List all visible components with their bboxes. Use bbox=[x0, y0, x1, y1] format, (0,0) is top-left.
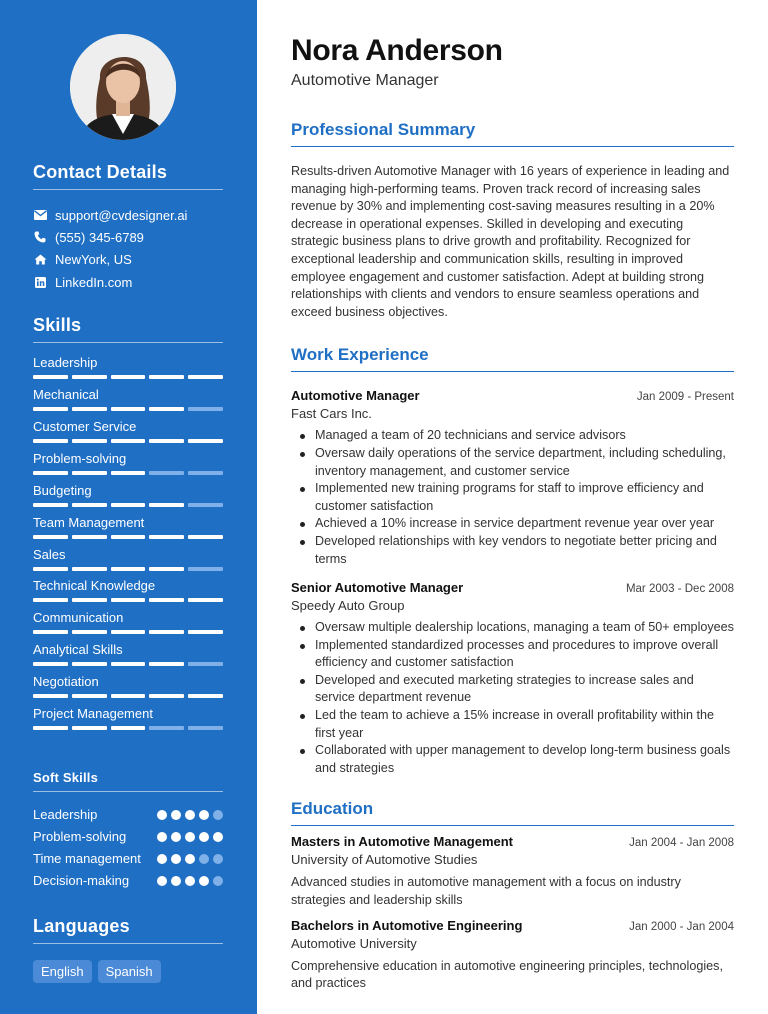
skill-level-bar bbox=[33, 439, 223, 443]
skill-level-segment bbox=[149, 662, 184, 666]
rating-dot bbox=[171, 832, 181, 842]
skill-name: Analytical Skills bbox=[33, 642, 123, 658]
skill-level-segment bbox=[188, 407, 223, 411]
contact-location bbox=[33, 249, 223, 271]
skill-name: Mechanical bbox=[33, 387, 99, 403]
soft-skill-rating bbox=[157, 850, 223, 864]
soft-skill-name: Time management bbox=[33, 850, 141, 866]
language-pill: English bbox=[33, 960, 92, 983]
profile-photo bbox=[70, 34, 176, 140]
rating-dot bbox=[185, 832, 195, 842]
skill-name: Customer Service bbox=[33, 418, 137, 434]
skill-level-segment bbox=[33, 439, 68, 443]
contact-linkedin-text[interactable]: LinkedIn.com bbox=[55, 274, 133, 290]
soft-skills-heading: Soft Skills bbox=[33, 770, 223, 792]
job-bullet: Implemented standardized processes and procedures to improve overall efficiency and customer satisfaction bbox=[291, 637, 734, 672]
skill-item bbox=[33, 513, 223, 545]
sidebar bbox=[0, 0, 257, 1014]
rating-dot bbox=[213, 832, 223, 842]
job-entry bbox=[291, 580, 734, 777]
skill-level-segment bbox=[111, 535, 146, 539]
soft-skill-item bbox=[33, 872, 223, 890]
skill-level-bar bbox=[33, 567, 223, 571]
rating-dot bbox=[157, 810, 167, 820]
soft-skill-item bbox=[33, 828, 223, 846]
skill-level-segment bbox=[72, 439, 107, 443]
skill-item bbox=[33, 576, 223, 608]
soft-skill-name: Leadership bbox=[33, 806, 98, 822]
skill-level-bar bbox=[33, 471, 223, 475]
skill-level-segment bbox=[33, 694, 68, 698]
skill-level-segment bbox=[188, 503, 223, 507]
contact-phone bbox=[33, 226, 223, 248]
skill-level-segment bbox=[111, 567, 146, 571]
skill-level-segment bbox=[72, 567, 107, 571]
skill-level-segment bbox=[33, 662, 68, 666]
job-bullet: Led the team to achieve a 15% increase in overall profitability within the first year bbox=[291, 707, 734, 742]
skill-level-segment bbox=[111, 375, 146, 379]
skill-level-segment bbox=[72, 407, 107, 411]
skill-level-segment bbox=[72, 503, 107, 507]
skill-level-segment bbox=[111, 598, 146, 602]
skill-level-segment bbox=[149, 726, 184, 730]
skill-level-bar bbox=[33, 503, 223, 507]
skill-level-segment bbox=[149, 471, 184, 475]
skill-level-segment bbox=[33, 503, 68, 507]
summary-text: Results-driven Automotive Manager with 16 years of experience in leading and managing high-performing teams. Proven track record of increasing sales revenue by 30% and implementing cost-saving measures resulting in a 20% decrease in operational expenses. Skilled in developing and executing strategic business plans to drive growth and profitability. Recognized for exceptional leadership and communication skills, resulting in improved employee engagement and customer satisfaction. Adept at building strong relationships with clients and vendors to ensure seamless operations and exceed business objectives. bbox=[291, 164, 730, 319]
soft-skill-item bbox=[33, 850, 223, 868]
job-dates: Mar 2003 - Dec 2008 bbox=[625, 583, 734, 596]
skill-level-segment bbox=[111, 471, 146, 475]
skill-level-segment bbox=[149, 375, 184, 379]
rating-dot bbox=[213, 810, 223, 820]
languages-list bbox=[33, 960, 223, 983]
skill-name: Team Management bbox=[33, 514, 145, 530]
skill-name: Negotiation bbox=[33, 674, 99, 690]
skill-name: Communication bbox=[33, 610, 124, 626]
skill-level-segment bbox=[33, 598, 68, 602]
job-bullet: Oversaw daily operations of the service department, including scheduling, inventory management, and customer service bbox=[291, 445, 734, 480]
skill-item bbox=[33, 385, 223, 417]
job-company: Speedy Auto Group bbox=[291, 598, 405, 614]
rating-dot bbox=[213, 854, 223, 864]
skill-name: Project Management bbox=[33, 705, 153, 721]
skill-level-segment bbox=[188, 471, 223, 475]
language-pill: Spanish bbox=[98, 960, 161, 983]
skill-name: Sales bbox=[33, 546, 66, 562]
job-entry bbox=[291, 388, 734, 568]
job-title: Senior Automotive Manager bbox=[291, 580, 464, 596]
skill-level-segment bbox=[72, 726, 107, 730]
skill-level-bar bbox=[33, 535, 223, 539]
skill-level-segment bbox=[188, 630, 223, 634]
skill-level-segment bbox=[111, 726, 146, 730]
skill-level-bar bbox=[33, 375, 223, 379]
skill-level-bar bbox=[33, 662, 223, 666]
skill-level-segment bbox=[149, 598, 184, 602]
work-heading: Work Experience bbox=[291, 345, 734, 372]
rating-dot bbox=[199, 854, 209, 864]
skill-name: Leadership bbox=[33, 355, 98, 371]
education-dates: Jan 2004 - Jan 2008 bbox=[629, 837, 734, 850]
skill-level-segment bbox=[111, 407, 146, 411]
skill-level-bar bbox=[33, 726, 223, 730]
skill-level-segment bbox=[111, 439, 146, 443]
skill-level-segment bbox=[149, 503, 184, 507]
job-title: Automotive Manager bbox=[291, 388, 420, 404]
job-bullet: Managed a team of 20 technicians and service advisors bbox=[291, 427, 734, 445]
soft-skills-list bbox=[33, 806, 223, 890]
skill-item bbox=[33, 545, 223, 577]
job-bullet: Achieved a 10% increase in service department revenue year over year bbox=[291, 515, 734, 533]
education-heading: Education bbox=[291, 799, 734, 826]
skill-level-segment bbox=[72, 630, 107, 634]
soft-skill-name: Decision-making bbox=[33, 872, 130, 888]
skill-level-segment bbox=[188, 598, 223, 602]
skill-level-segment bbox=[149, 567, 184, 571]
skill-item bbox=[33, 353, 223, 385]
languages-heading: Languages bbox=[33, 916, 223, 944]
skill-name: Budgeting bbox=[33, 482, 92, 498]
skill-level-segment bbox=[72, 535, 107, 539]
skills-heading: Skills bbox=[33, 315, 223, 343]
rating-dot bbox=[157, 832, 167, 842]
skill-level-bar bbox=[33, 630, 223, 634]
candidate-title: Automotive Manager bbox=[291, 72, 439, 89]
skill-level-segment bbox=[149, 630, 184, 634]
rating-dot bbox=[185, 876, 195, 886]
skill-level-segment bbox=[188, 662, 223, 666]
school-name: University of Automotive Studies bbox=[291, 852, 478, 868]
job-bullet: Developed relationships with key vendors to negotiate better pricing and terms bbox=[291, 533, 734, 568]
skills-list bbox=[33, 353, 223, 736]
skill-name: Problem-solving bbox=[33, 450, 127, 466]
skill-level-segment bbox=[111, 662, 146, 666]
job-bullet: Developed and executed marketing strategies to increase sales and service department revenue bbox=[291, 672, 734, 707]
skill-level-segment bbox=[149, 694, 184, 698]
rating-dot bbox=[199, 832, 209, 842]
soft-skill-name: Problem-solving bbox=[33, 828, 127, 844]
skill-level-segment bbox=[111, 503, 146, 507]
job-bullet: Oversaw multiple dealership locations, managing a team of 50+ employees bbox=[291, 619, 734, 637]
skill-level-segment bbox=[33, 726, 68, 730]
profile-photo-illustration bbox=[70, 34, 176, 140]
job-bullet: Collaborated with upper management to develop long-term business goals and strategies bbox=[291, 742, 734, 777]
skill-level-segment bbox=[72, 598, 107, 602]
skill-item bbox=[33, 640, 223, 672]
rating-dot bbox=[199, 876, 209, 886]
skill-level-bar bbox=[33, 694, 223, 698]
job-company: Fast Cars Inc. bbox=[291, 406, 372, 422]
skill-level-segment bbox=[188, 694, 223, 698]
soft-skill-rating bbox=[157, 806, 223, 820]
rating-dot bbox=[157, 854, 167, 864]
skill-level-segment bbox=[33, 471, 68, 475]
rating-dot bbox=[199, 810, 209, 820]
contact-email bbox=[33, 204, 223, 226]
contact-linkedin bbox=[33, 271, 223, 293]
skill-level-segment bbox=[33, 630, 68, 634]
soft-skill-item bbox=[33, 806, 223, 824]
contact-email-text[interactable]: support@cvdesigner.ai bbox=[55, 207, 188, 223]
skill-level-segment bbox=[188, 375, 223, 379]
skill-level-segment bbox=[33, 567, 68, 571]
job-bullets bbox=[291, 427, 734, 568]
skill-level-segment bbox=[72, 471, 107, 475]
soft-skill-rating bbox=[157, 872, 223, 886]
skill-level-segment bbox=[149, 535, 184, 539]
skill-item bbox=[33, 704, 223, 736]
skill-item bbox=[33, 481, 223, 513]
education-dates: Jan 2000 - Jan 2004 bbox=[629, 920, 734, 933]
main-content bbox=[291, 0, 734, 993]
skill-level-segment bbox=[188, 535, 223, 539]
contact-list bbox=[33, 204, 223, 293]
rating-dot bbox=[185, 810, 195, 820]
job-dates: Jan 2009 - Present bbox=[636, 391, 734, 404]
contact-location-text: NewYork, US bbox=[55, 252, 132, 268]
skill-level-segment bbox=[33, 535, 68, 539]
skill-item bbox=[33, 417, 223, 449]
linkedin-icon bbox=[33, 275, 47, 289]
school-name: Automotive University bbox=[291, 935, 417, 951]
degree-title: Masters in Automotive Management bbox=[291, 834, 514, 850]
skill-level-segment bbox=[72, 375, 107, 379]
skill-level-segment bbox=[188, 567, 223, 571]
skill-item bbox=[33, 449, 223, 481]
summary-heading: Professional Summary bbox=[291, 120, 734, 147]
skill-level-segment bbox=[149, 407, 184, 411]
skill-level-segment bbox=[111, 630, 146, 634]
rating-dot bbox=[171, 854, 181, 864]
rating-dot bbox=[157, 876, 167, 886]
education-description: Comprehensive education in automotive engineering principles, technologies, and practices bbox=[291, 958, 723, 991]
phone-icon bbox=[33, 230, 47, 244]
skill-level-bar bbox=[33, 598, 223, 602]
rating-dot bbox=[185, 854, 195, 864]
skill-level-segment bbox=[33, 375, 68, 379]
rating-dot bbox=[171, 810, 181, 820]
candidate-name: Nora Anderson bbox=[291, 34, 503, 67]
contact-heading: Contact Details bbox=[33, 162, 223, 190]
skill-level-segment bbox=[33, 407, 68, 411]
education-description: Advanced studies in automotive management with a focus on industry strategies and leadership skills bbox=[291, 875, 681, 908]
envelope-icon bbox=[33, 208, 47, 222]
home-icon bbox=[33, 253, 47, 267]
skill-level-segment bbox=[72, 662, 107, 666]
skill-item bbox=[33, 672, 223, 704]
degree-title: Bachelors in Automotive Engineering bbox=[291, 917, 523, 933]
skill-level-segment bbox=[188, 726, 223, 730]
skill-level-segment bbox=[149, 439, 184, 443]
skill-item bbox=[33, 608, 223, 640]
skill-level-segment bbox=[188, 439, 223, 443]
education-entry bbox=[291, 834, 734, 909]
job-bullets bbox=[291, 619, 734, 777]
skill-name: Technical Knowledge bbox=[33, 578, 156, 594]
contact-phone-text[interactable]: (555) 345-6789 bbox=[55, 229, 144, 245]
rating-dot bbox=[213, 876, 223, 886]
job-bullet: Implemented new training programs for staff to improve efficiency and customer satisfaction bbox=[291, 480, 734, 515]
skill-level-bar bbox=[33, 407, 223, 411]
skill-level-segment bbox=[111, 694, 146, 698]
education-entry bbox=[291, 918, 734, 993]
skill-level-segment bbox=[72, 694, 107, 698]
rating-dot bbox=[171, 876, 181, 886]
soft-skill-rating bbox=[157, 828, 223, 842]
